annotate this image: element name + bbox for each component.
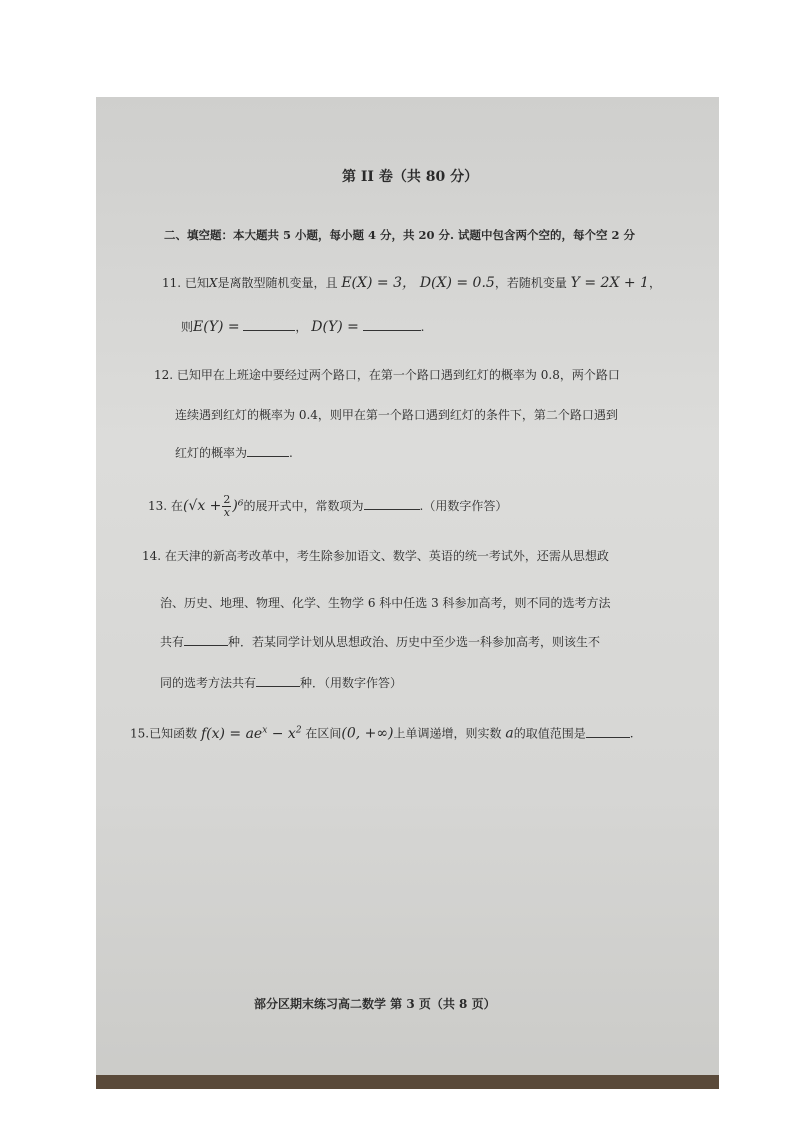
- answer-blank-dy[interactable]: [363, 319, 421, 331]
- question-14-number: 14.: [142, 549, 162, 563]
- section-intro: 二、填空题：本大题共 5 小题，每小题 4 分，共 20 分. 试题中包含两个空的，每个空 2 分: [164, 228, 636, 242]
- expr-expectation-x: E(X) = 3，: [341, 275, 416, 291]
- fraction-2-over-x: $\frac{2}{x}$: [223, 493, 231, 519]
- question-11-line-2: 则E(Y) = ， D(Y) = .: [181, 319, 425, 335]
- expr-variance-y: D(Y) =: [311, 319, 359, 335]
- expr-y-definition: Y = 2X + 1: [570, 275, 649, 291]
- section-title: 第 II 卷（共 80 分）: [342, 169, 479, 185]
- expr-expectation-y: E(Y) =: [193, 319, 240, 335]
- expr-interval: (0, +∞): [341, 725, 394, 742]
- question-14-line-3: 共有 种．若某同学计划从思想政治、历史中至少选一科参加高考，则该生不: [160, 635, 601, 649]
- answer-blank-q14-second[interactable]: [256, 675, 300, 687]
- answer-blank-ey[interactable]: [243, 319, 295, 331]
- question-14-line-1: 14. 在天津的新高考改革中，考生除参加语文、数学、英语的统一考试外，还需从思想政: [142, 549, 609, 563]
- question-14-line-4: 同的选考方法共有 种．（用数字作答）: [160, 676, 403, 690]
- question-12-number: 12.: [154, 368, 174, 382]
- question-15-number: 15.: [130, 726, 150, 741]
- page-footer: 部分区期末练习高二数学 第 3 页（共 8 页）: [254, 997, 496, 1011]
- expr-function-f: $f(x) = ae^x - x^2$: [200, 725, 302, 742]
- question-12-line-3: 红灯的概率为 .: [175, 446, 293, 460]
- answer-blank-q15[interactable]: [586, 726, 630, 738]
- question-13-number: 13.: [148, 499, 168, 513]
- question-15-line: 15.已知函数 $f(x) = ae^x - x^2$ 在区间(0, +∞)上单调递增，则实数 a的取值范围是 .: [130, 725, 634, 742]
- question-13-line: 13. 在(√x + $\frac{2}{x}$ )⁶的展开式中，常数项为 .（用数字作答）: [148, 493, 508, 519]
- question-11-number: 11.: [162, 276, 182, 290]
- answer-blank-q12[interactable]: [247, 445, 289, 457]
- question-12-line-2: 连续遇到红灯的概率为 0.4，则甲在第一个路口遇到红灯的条件下，第二个路口遇到: [175, 408, 618, 422]
- question-11-line-1: 11. 已知X是离散型随机变量，且 E(X) = 3， D(X) = 0.5，若随机变量 Y = 2X + 1，: [162, 275, 661, 291]
- answer-blank-q14-first[interactable]: [184, 634, 228, 646]
- question-14-line-2: 治、历史、地理、物理、化学、生物学 6 科中任选 3 科参加高考，则不同的选考方法: [160, 596, 611, 610]
- answer-blank-q13[interactable]: [364, 498, 420, 510]
- photographed-page: [96, 97, 719, 1089]
- question-12-line-1: 12. 已知甲在上班途中要经过两个路口，在第一个路口遇到红灯的概率为 0.8，两个路口: [154, 368, 620, 382]
- expr-variance-x: D(X) = 0.5: [419, 275, 495, 291]
- table-edge-band: [96, 1075, 719, 1089]
